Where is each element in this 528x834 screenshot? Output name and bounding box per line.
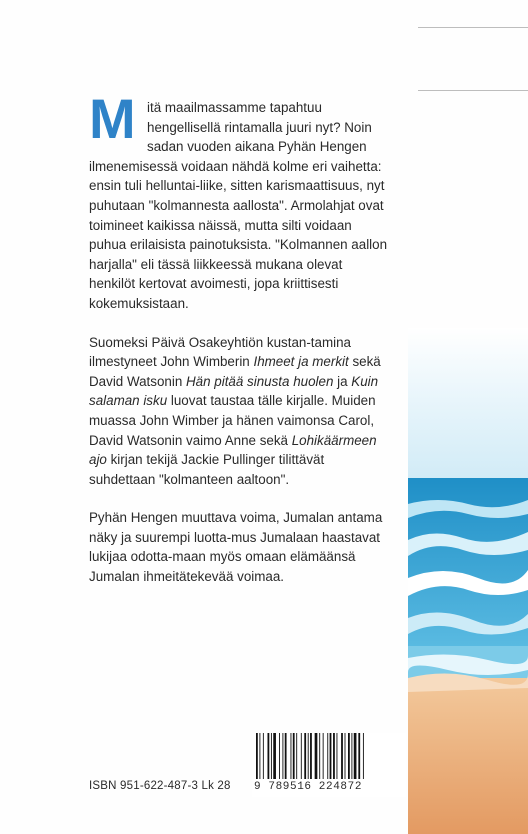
barcode-bar bbox=[323, 733, 324, 779]
barcode-bar bbox=[354, 733, 357, 779]
barcode-bar bbox=[301, 733, 302, 779]
paragraph-intro bbox=[89, 98, 389, 314]
text-run: Suomeksi Päivä Osakeyhtiön kustan-tamina ilmestyneet John Wimberin bbox=[89, 334, 351, 370]
paragraph-intro-text: itä maailmassamme tapahtuu hengellisellä rintamalla juuri nyt? Noin sadan vuoden aikana Pyhän Hengen ilmenemisessä voidaan nähdä kolme eri vaihetta: ensin tuli helluntai-liike, sitten karismaattisuus, nyt puhutaan "kolmannesta aallosta". Armolahjat ovat toimineet kaikissa näissä, mutta silti voidaan puhua erilaisista painotuksista. "Kolmannen aallon harjalla" eli tässä liikkeessä mukana olevat henkilöt kertovat avoimesti, jopa kriittisesti kokemuksistaan. bbox=[89, 100, 388, 311]
barcode-bar bbox=[337, 733, 338, 779]
barcode-number: 9 789516 224872 bbox=[254, 781, 363, 793]
barcode-bar bbox=[271, 733, 272, 779]
drop-cap bbox=[89, 96, 141, 142]
barcode-bar bbox=[291, 733, 292, 779]
barcode-bar bbox=[351, 733, 352, 779]
barcode-bar bbox=[282, 733, 283, 779]
barcode-bar bbox=[333, 733, 335, 779]
barcode-bar bbox=[273, 733, 276, 779]
barcode-bar bbox=[341, 733, 343, 779]
barcode-bar bbox=[330, 733, 332, 779]
barcode-bar bbox=[293, 733, 295, 779]
barcode-bar bbox=[327, 733, 328, 779]
barcode-bar bbox=[259, 733, 260, 779]
paragraph-closing: Pyhän Hengen muuttava voima, Jumalan antama näky ja suurempi luotta-mus Jumalaan haastavat lukijaa odotta-maan myös omaan elämäänsä Jumalan ihmeitätekevää voimaa. bbox=[89, 510, 383, 585]
paragraph-background bbox=[89, 333, 389, 490]
barcode-bar bbox=[296, 733, 297, 779]
decorative-rule bbox=[418, 90, 528, 91]
isbn-text: ISBN 951-622-487-3 Lk 28 bbox=[89, 780, 231, 792]
text-run: kirjan tekijä Jackie Pullinger tilittävät suhdettaan "kolmanteen aaltoon". bbox=[89, 452, 325, 487]
barcode-bar bbox=[268, 733, 270, 779]
barcode-bar bbox=[358, 733, 360, 779]
drop-cap-letter: M bbox=[89, 96, 136, 142]
barcode-bar bbox=[315, 733, 318, 779]
book-title: Ihmeet ja merkit bbox=[253, 354, 349, 370]
barcode-bar bbox=[279, 733, 280, 779]
text-run: sekä David Watsonin bbox=[89, 354, 381, 389]
barcode-bar bbox=[308, 733, 309, 779]
barcode-bar bbox=[345, 733, 346, 779]
blurb-text bbox=[89, 98, 389, 587]
barcode-bar bbox=[310, 733, 312, 779]
barcode-bar bbox=[319, 733, 320, 779]
book-title: Kuin salaman isku bbox=[89, 373, 379, 409]
book-title: Lohikäärmeen ajo bbox=[89, 432, 377, 468]
barcode-bar bbox=[256, 733, 258, 779]
barcode-bar bbox=[285, 733, 287, 779]
decorative-rule bbox=[418, 27, 528, 28]
barcode-bar bbox=[304, 733, 306, 779]
text-run: ja bbox=[333, 373, 352, 389]
barcode-bar bbox=[348, 733, 350, 779]
barcode-bar bbox=[263, 733, 264, 779]
barcode-bar bbox=[363, 733, 364, 779]
text-run: luovat taustaa tälle kirjalle. Muiden muassa John Wimber ja hänen vaimonsa Carol, David Watsonin vaimo Anne sekä bbox=[89, 393, 376, 448]
book-title: Hän pitää sinusta huolen bbox=[186, 373, 334, 389]
sea-illustration bbox=[408, 328, 528, 834]
